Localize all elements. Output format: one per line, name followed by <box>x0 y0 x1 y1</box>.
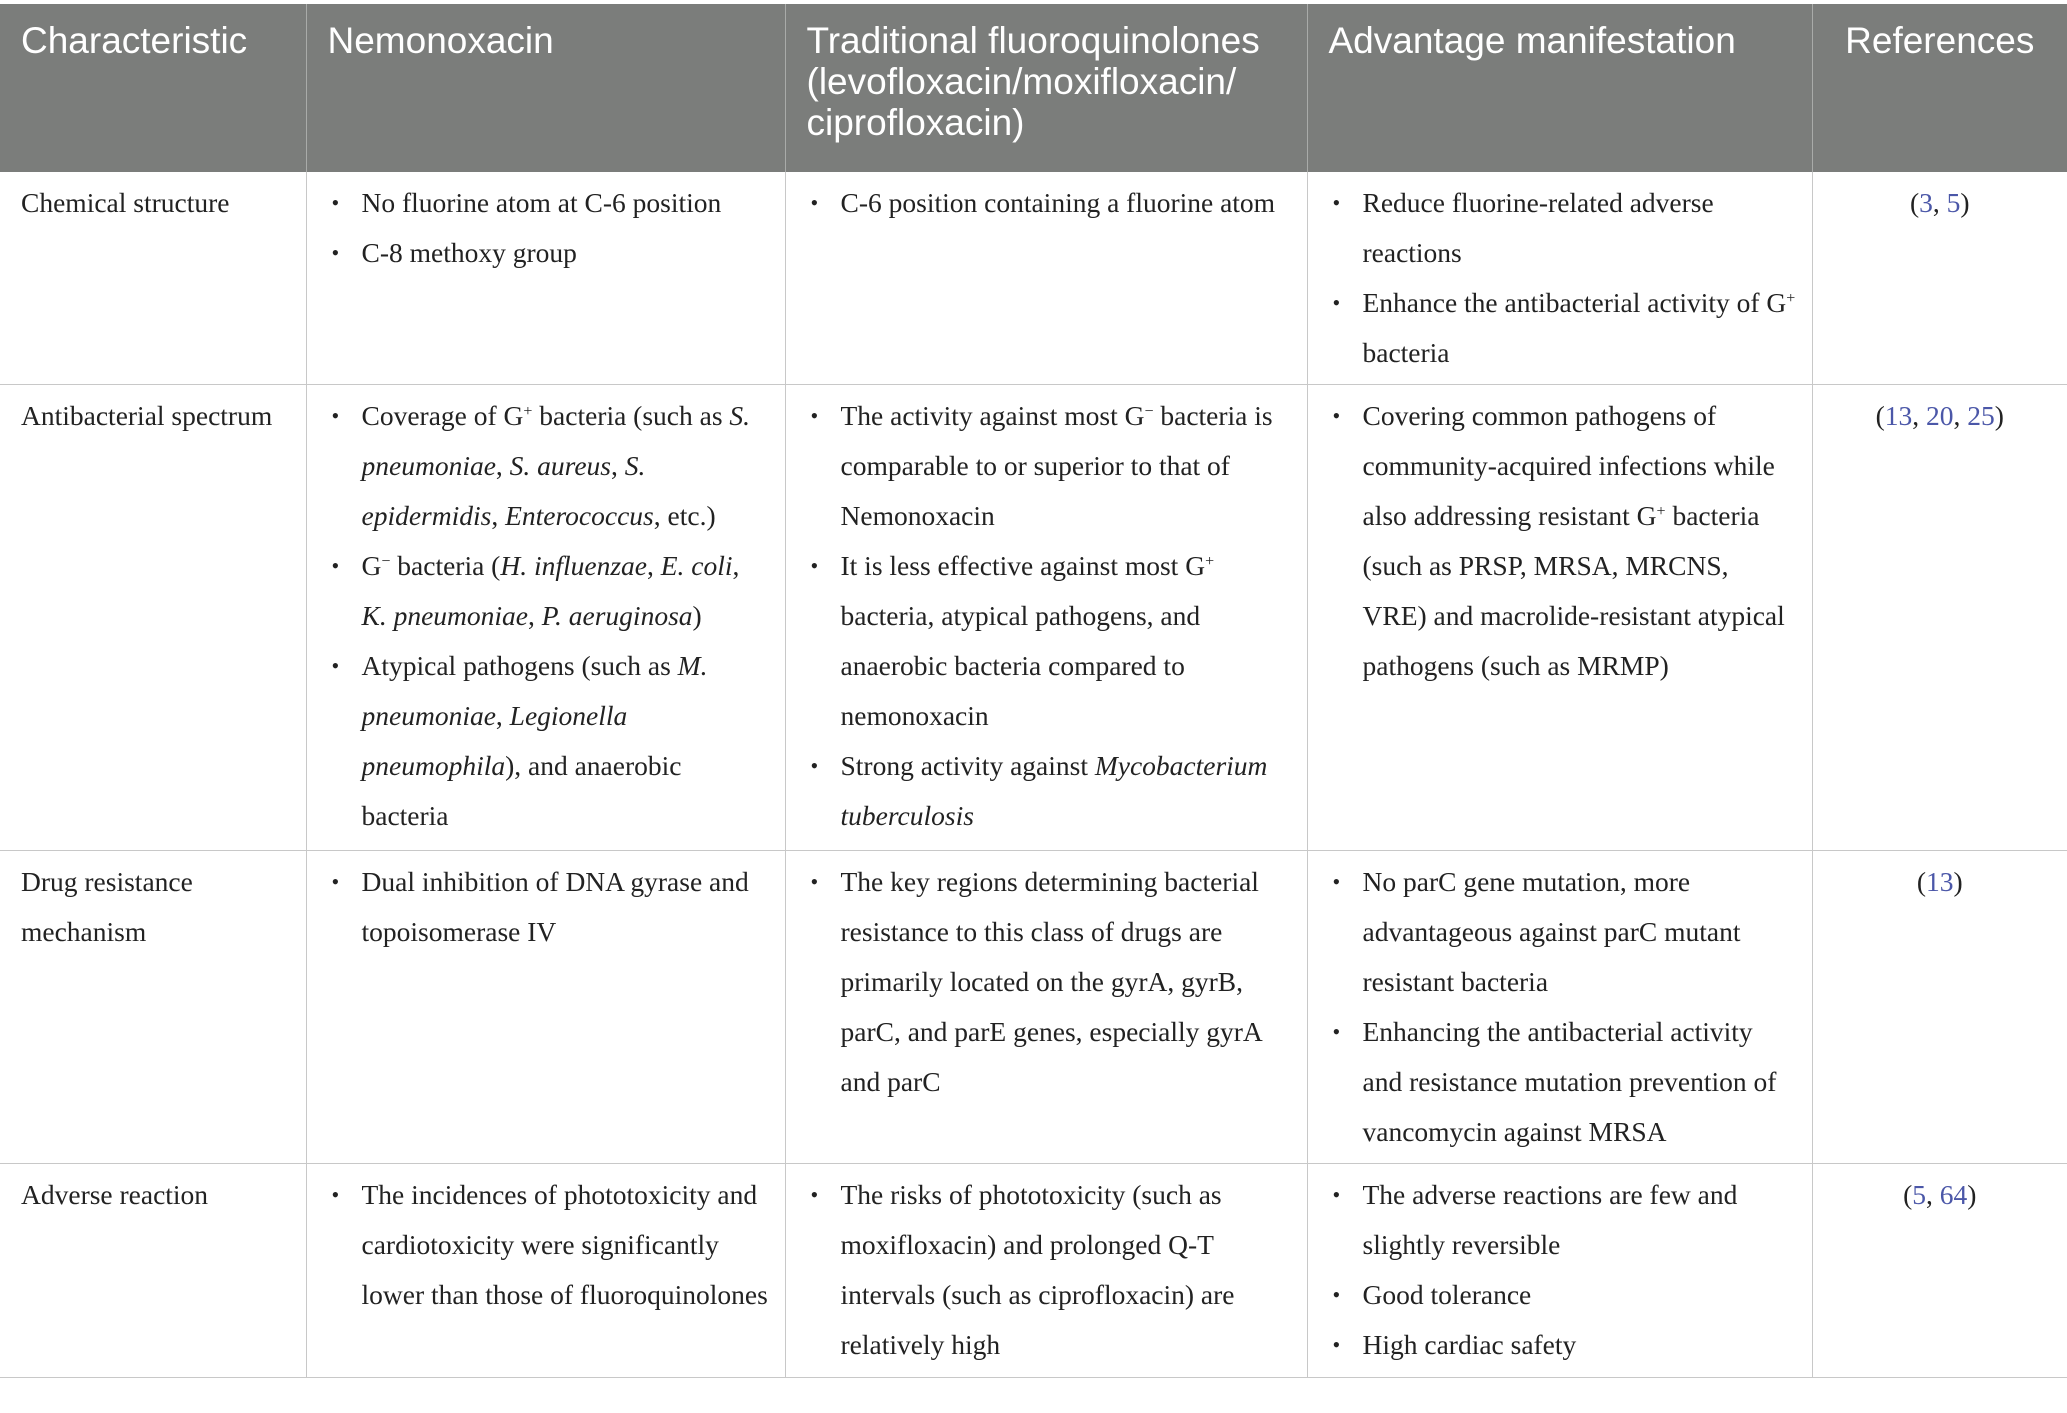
header-references: References <box>1812 4 2067 172</box>
list-item: • Dual inhibition of DNA gyrase and topoisomerase IV <box>362 857 771 957</box>
list-item: • C-8 methoxy group <box>362 228 771 278</box>
reference-link[interactable]: 13 <box>1884 400 1913 431</box>
table-header-row <box>0 4 2067 172</box>
list-item: • G− bacteria (H. influenzae, E. coli, K. pneumoniae, P. aeruginosa) <box>362 541 771 641</box>
cell-nemonoxacin <box>306 1164 785 1378</box>
list-item: • No fluorine atom at C-6 position <box>362 178 771 228</box>
cell-traditional <box>785 851 1307 1164</box>
list-item: • Strong activity against Mycobacterium tuberculosis <box>841 741 1293 841</box>
cell-nemonoxacin <box>306 851 785 1164</box>
cell-references: (3, 5) <box>1812 172 2067 385</box>
reference-link[interactable]: 5 <box>1912 1179 1926 1210</box>
cell-characteristic: Antibacterial spectrum <box>0 385 306 851</box>
list-item: • The risks of phototoxicity (such as moxifloxacin) and prolonged Q-T intervals (such as ciprofloxacin) are relatively high <box>841 1170 1293 1370</box>
cell-references: (5, 64) <box>1812 1164 2067 1378</box>
list-item: • Enhancing the antibacterial activity and resistance mutation prevention of vancomycin against MRSA <box>1363 1007 1798 1157</box>
list-item: • Covering common pathogens of community-acquired infections while also addressing resistant G+ bacteria (such as PRSP, MRSA, MRCNS, VRE) and macrolide-resistant atypical pathogens (such as MRMP) <box>1363 391 1798 691</box>
cell-nemonoxacin <box>306 172 785 385</box>
list-item: • The activity against most G− bacteria is comparable to or superior to that of Nemonoxacin <box>841 391 1293 541</box>
reference-link[interactable]: 20 <box>1926 400 1954 431</box>
reference-link[interactable]: 25 <box>1967 400 1995 431</box>
table-row <box>0 385 2067 851</box>
list-item: • Coverage of G+ bacteria (such as S. pneumoniae, S. aureus, S. epidermidis, Enterococcus, etc.) <box>362 391 771 541</box>
cell-traditional <box>785 1164 1307 1378</box>
cell-advantage <box>1307 1164 1812 1378</box>
table-row <box>0 172 2067 385</box>
list-item: • High cardiac safety <box>1363 1320 1798 1370</box>
list-item: • The adverse reactions are few and slightly reversible <box>1363 1170 1798 1270</box>
comparison-table <box>0 4 2067 1378</box>
cell-traditional <box>785 172 1307 385</box>
cell-references: (13, 20, 25) <box>1812 385 2067 851</box>
cell-advantage <box>1307 172 1812 385</box>
reference-link[interactable]: 64 <box>1939 1179 1968 1210</box>
list-item: • The incidences of phototoxicity and cardiotoxicity were significantly lower than those of fluoroquinolones <box>362 1170 771 1320</box>
cell-characteristic: Drug resistance mechanism <box>0 851 306 1164</box>
reference-link[interactable]: 13 <box>1926 866 1954 897</box>
header-nemonoxacin: Nemonoxacin <box>306 4 785 172</box>
list-item: • Good tolerance <box>1363 1270 1798 1320</box>
header-characteristic: Characteristic <box>0 4 306 172</box>
cell-advantage <box>1307 385 1812 851</box>
header-traditional-fluoroquinolones: Traditional fluoroquinolones (levofloxacin/moxifloxacin/ ciprofloxacin) <box>785 4 1307 172</box>
cell-characteristic: Chemical structure <box>0 172 306 385</box>
comparison-table-container <box>0 4 2067 1378</box>
cell-characteristic: Adverse reaction <box>0 1164 306 1378</box>
cell-nemonoxacin <box>306 385 785 851</box>
header-advantage-manifestation: Advantage manifestation <box>1307 4 1812 172</box>
cell-references: (13) <box>1812 851 2067 1164</box>
cell-traditional <box>785 385 1307 851</box>
list-item: • It is less effective against most G+ bacteria, atypical pathogens, and anaerobic bacteria compared to nemonoxacin <box>841 541 1293 741</box>
reference-link[interactable]: 5 <box>1946 187 1961 218</box>
cell-advantage <box>1307 851 1812 1164</box>
list-item: • The key regions determining bacterial resistance to this class of drugs are primarily located on the gyrA, gyrB, parC, and parE genes, especially gyrA and parC <box>841 857 1293 1107</box>
table-row <box>0 851 2067 1164</box>
list-item: • No parC gene mutation, more advantageous against parC mutant resistant bacteria <box>1363 857 1798 1007</box>
list-item: • Reduce fluorine-related adverse reactions <box>1363 178 1798 278</box>
reference-link[interactable]: 3 <box>1919 187 1933 218</box>
list-item: • Atypical pathogens (such as M. pneumoniae, Legionella pneumophila), and anaerobic bacteria <box>362 641 771 841</box>
table-row <box>0 1164 2067 1378</box>
list-item: • Enhance the antibacterial activity of G+ bacteria <box>1363 278 1798 378</box>
list-item: • C-6 position containing a fluorine atom <box>841 178 1293 228</box>
